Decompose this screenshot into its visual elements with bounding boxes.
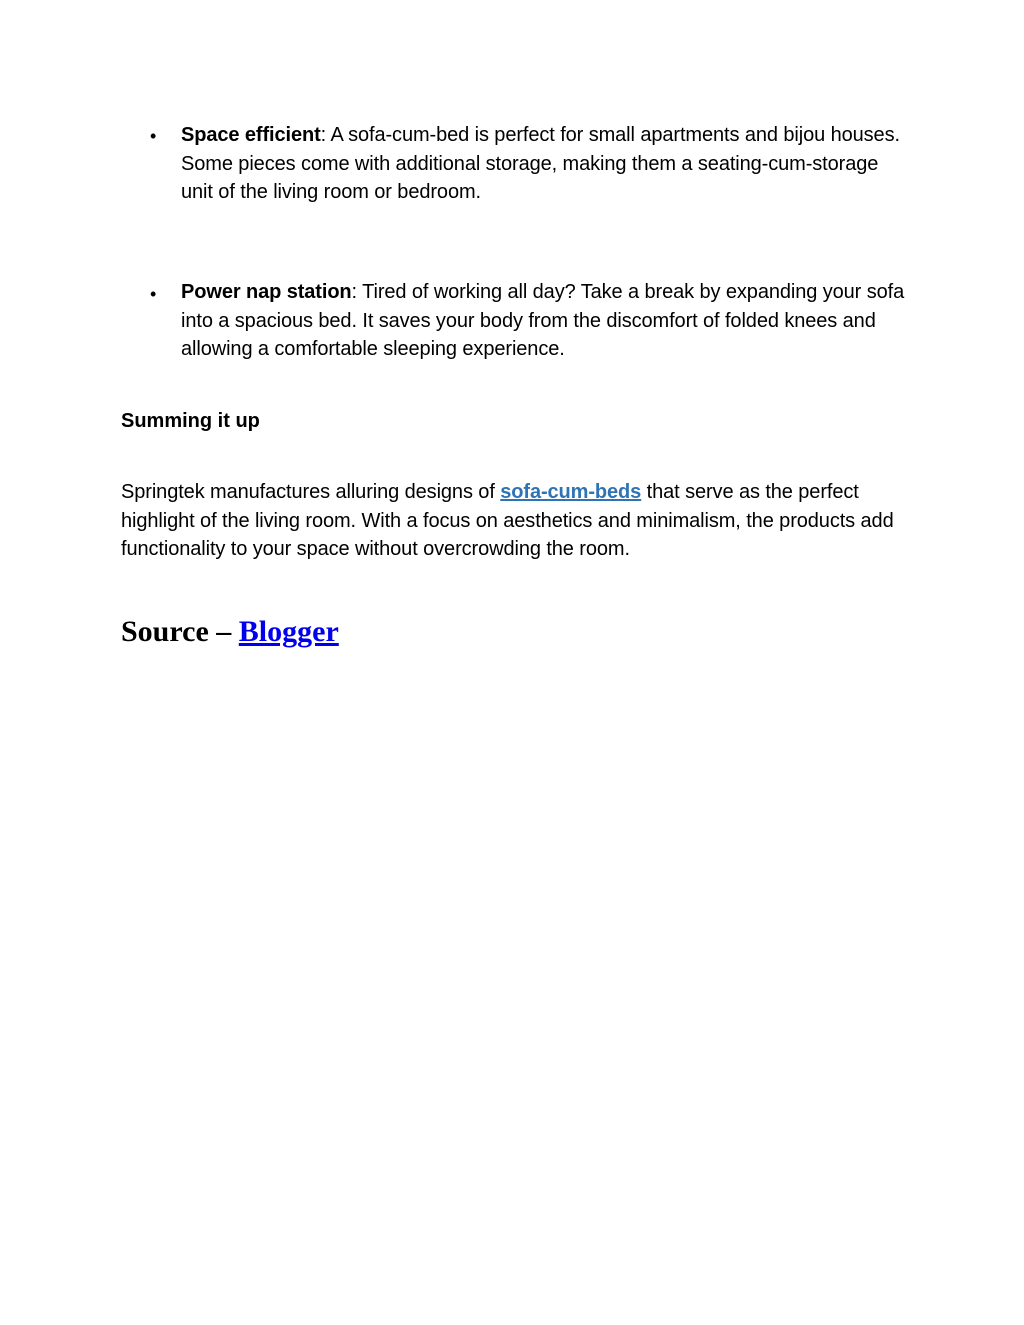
bullet-term: Space efficient <box>181 124 321 146</box>
bullet-dot: • <box>150 126 157 146</box>
summary-paragraph <box>121 478 911 564</box>
bullet-text: : Tired of working all day? Take a break by expanding your sofa into a spacious bed. It saves your body from the discomfort of folded knees and allowing a comfortable sleeping experience. <box>181 281 905 360</box>
paragraph-text-after: that serve as the perfect highlight of the living room. With a focus on aesthetics and minimalism, the products add functionality to your space without overcrowding the room. <box>121 481 894 560</box>
bullet-term: Power nap station <box>181 281 352 303</box>
paragraph-text-before: Springtek manufactures alluring designs of <box>121 481 501 503</box>
list-item-space-efficient <box>181 121 911 207</box>
blogger-link[interactable]: Blogger <box>238 615 339 648</box>
bullet-text: : A sofa-cum-bed is perfect for small apartments and bijou houses. Some pieces come with additional storage, making them a seating-cum-storage unit of the living room or bedroom. <box>181 124 900 203</box>
list-item-power-nap-station <box>181 278 911 364</box>
section-heading: Summing it up <box>121 410 260 432</box>
sofa-cum-beds-link[interactable]: sofa-cum-beds <box>500 481 642 503</box>
source-line <box>121 612 339 652</box>
source-label: Source – <box>121 615 239 648</box>
bullet-dot: • <box>150 284 157 304</box>
